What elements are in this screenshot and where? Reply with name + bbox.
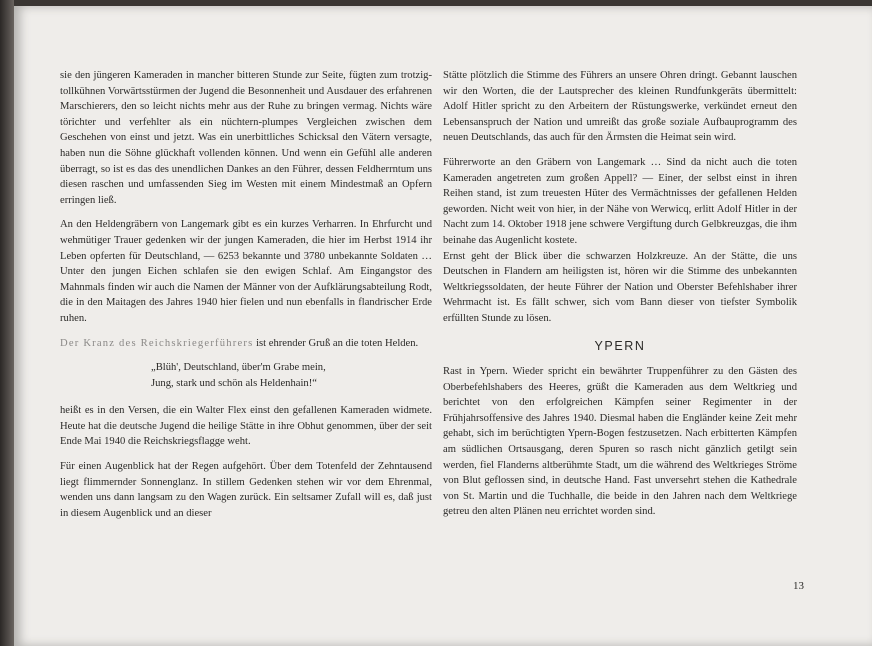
page-number: 13 bbox=[793, 580, 804, 592]
paragraph: Rast in Ypern. Wieder spricht ein bewährter Truppenführer zu den Gästen des Oberbefehlshabers des Heeres, grüßt die Kameraden aus dem Weltkrieg und berichtet von den erfolgreichen Kämpfen seiner Regimenter in der Frühjahrsoffensive des Jahres 1940. Diesmal haben die Engländer keine Zeit mehr gehabt, sich im berüchtigten Ypern-Bogen festzusetzen. Nach erbitterten Kämpfen am südlichen Ortsausgang, deren Spuren so rasch nicht gänzlich getilgt sein werden, fiel Flanderns altberühmte Stadt, um die während des Weltkrieges Ströme von Blut geflossen sind, in deutsche Hand. Fast unversehrt stehen die Kathedrale von St. Martin und die Tuchhalle, die beide in den Jahren nach dem Weltkriege getreu den alten Plänen neu errichtet worden sind. bbox=[443, 366, 797, 518]
book-gutter bbox=[0, 0, 14, 646]
paragraph: sie den jüngeren Kameraden in mancher bitteren Stunde zur Seite, fügten zum trotzig-tollkühnen Vorwärtsstürmen der Jugend die Besonnenheit und Ausdauer des erfahrenen Marschierers, den so leicht nichts mehr aus der Ruhe zu bringen vermag. Nichts wäre törichter und verfehlter als ein nüchtern-plumpes Vergleichen zwischen dem Geschehen von einst und jetzt. Was ein unerbittliches Schicksal den Vätern versagte, haben nun die Söhne glückhaft vollenden können. Und wenn ein Gefühl alle anderen überragt, so ist es das des unendlichen Dankes an den Führer, dessen Feldherrntum uns diesen raschen und umfassenden Sieg im Westen mit einem Mindestmaß an Opfern erringen ließ. bbox=[60, 70, 432, 206]
verse-line: Jung, stark und schön als Heldenhain!“ bbox=[151, 377, 317, 389]
paragraph bbox=[60, 336, 432, 352]
paragraph: heißt es in den Versen, die ein Walter Flex einst den gefallenen Kameraden widmete. Heute hat die deutsche Jugend die heilige Stätte in ihre Obhut genommen, über der seit Ende Mai 1940 die Reichskriegsflagge weht. bbox=[60, 405, 432, 448]
verse-line: „Blüh', Deutschland, über'm Grabe mein, bbox=[151, 362, 326, 374]
left-column bbox=[60, 68, 432, 530]
paragraph: Für einen Augenblick hat der Regen aufgehört. Über dem Totenfeld der Zehntausend liegt flimmernder Sonnenglanz. In stillem Gedenken stehen wir vor dem Ehrenmal, wenden uns dann langsam zu den Wagen zurück. Ein seltsamer Zufall will es, daß just in diesem Augenblick und an dieser bbox=[60, 461, 432, 519]
spaced-phrase: Der Kranz des Reichskriegerführers bbox=[60, 337, 254, 349]
right-column bbox=[443, 68, 797, 529]
paragraph: Führerworte an den Gräbern von Langemark … Sind da nicht auch die toten Kameraden angetreten zum großen Appell? — Einer, der selbst einst in ihren Reihen stand, ist zum treuesten Hüter des Vermächtnisses der gefallenen Helden geworden. Nicht weit von hier, in der Nähe von Werwicq, erlitt Adolf Hitler in der Nacht zum 14. Oktober 1918 jene schwere Vergiftung durch Gelbkreuzgas, die ihm beinahe das Augenlicht kostete. bbox=[443, 156, 797, 246]
paragraph: Stätte plötzlich die Stimme des Führers an unsere Ohren dringt. Gebannt lauschen wir den Worten, die der Lautsprecher des kleinen Rundfunkgeräts übermittelt: Adolf Hitler spricht zu den Arbeitern der Rüstungswerke, verkündet erneut den Lebensanspruch der Nation und umreißt das große soziale Aufbauprogramm des neuen Deutschlands, das auch für den Ärmsten die Heimat sein wird. bbox=[443, 70, 797, 144]
section-heading: YPERN bbox=[594, 338, 646, 353]
paragraph-text: ist ehrender Gruß an die toten Helden. bbox=[253, 337, 419, 349]
verse-quote bbox=[151, 360, 432, 391]
paragraph: Ernst geht der Blick über die schwarzen Holzkreuze. An der Stätte, die uns Deutschen in Flandern am heiligsten ist, hören wir die Stimme des unbekannten Weltkriegssoldaten, der heute Führer der Nation und Oberster Befehlshaber ihrer Wehrmacht ist. Es fällt schwer, sich vom Bann dieser von tiefster Symbolik erfüllten Stunde zu lösen. bbox=[443, 250, 797, 324]
paragraph: An den Heldengräbern von Langemark gibt es ein kurzes Verharren. In Ehrfurcht und wehmütiger Trauer gedenken wir der jungen Kameraden, die hier im Herbst 1914 ihr Leben opferten für Deutschland, — 6253 bekannte und 3780 unbekannte Soldaten … Unter den jungen Eichen schlafen sie den ewigen Schlaf. Am Eingangstor des Mahnmals finden wir auch die Namen der Männer von der Aufklärungsabteilung Rodt, die in den Maitagen des Jahres 1940 hier fielen und nun ebenfalls in flandrischer Erde ruhen. bbox=[60, 219, 432, 324]
